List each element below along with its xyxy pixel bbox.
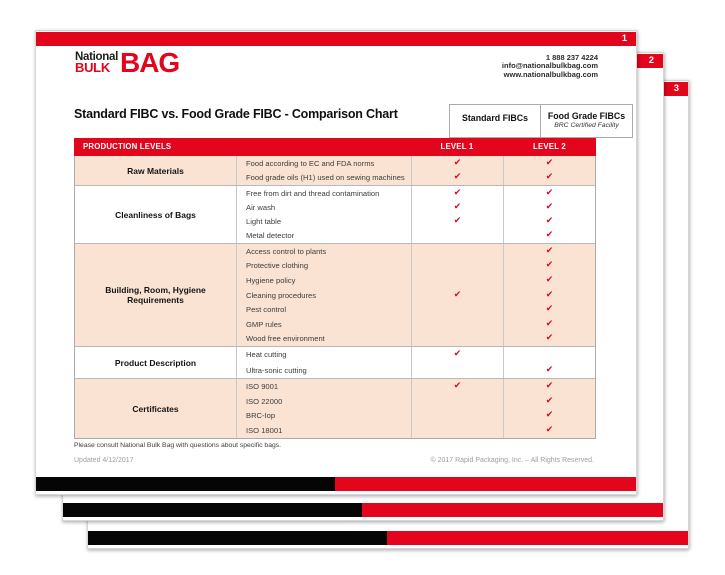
table-row bbox=[237, 288, 595, 303]
section-rows bbox=[237, 347, 595, 378]
row-label: ISO 18001 bbox=[237, 423, 412, 438]
column-title: Standard FIBCs bbox=[462, 113, 528, 123]
row-label: Air wash bbox=[237, 200, 412, 214]
logo-bulk: BULK bbox=[75, 60, 110, 75]
row-label: Cleaning procedures bbox=[237, 288, 412, 303]
level2-check-cell bbox=[504, 244, 595, 259]
row-label: Pest control bbox=[237, 302, 412, 317]
table-section bbox=[75, 156, 595, 185]
level1-check-cell bbox=[412, 186, 504, 200]
table-row bbox=[237, 409, 595, 424]
footer-bar-red bbox=[362, 503, 663, 517]
table-row bbox=[237, 171, 595, 186]
level1-check-cell bbox=[412, 379, 504, 394]
level1-check-cell bbox=[412, 331, 504, 346]
category-cell: Raw Materials bbox=[75, 156, 237, 185]
copyright-text: © 2017 Rapid Packaging, Inc. – All Rights Reserved. bbox=[430, 457, 594, 464]
checkmark-icon: ✔ bbox=[545, 245, 554, 256]
page-1-tab[interactable]: 1 bbox=[36, 32, 636, 46]
level1-check-cell bbox=[412, 288, 504, 303]
checkmark-icon: ✔ bbox=[453, 380, 462, 391]
row-label: Access control to plants bbox=[237, 244, 412, 259]
level1-header: LEVEL 1 bbox=[440, 142, 474, 151]
section-rows bbox=[237, 156, 595, 185]
row-label: Food according to EC and FDA norms bbox=[237, 156, 412, 171]
level1-check-cell bbox=[412, 409, 504, 424]
level2-check-cell bbox=[504, 200, 595, 214]
document-title: Standard FIBC vs. Food Grade FIBC - Comparison Chart bbox=[74, 107, 398, 121]
logo-national: National bbox=[75, 51, 118, 63]
table-row bbox=[237, 347, 595, 363]
level2-check-cell bbox=[504, 273, 595, 288]
level1-check-cell bbox=[412, 423, 504, 438]
level1-check-cell bbox=[412, 317, 504, 332]
checkmark-icon: ✔ bbox=[545, 333, 554, 344]
category-cell: Certificates bbox=[75, 379, 237, 438]
checkmark-icon: ✔ bbox=[453, 172, 462, 183]
checkmark-icon: ✔ bbox=[545, 172, 554, 183]
checkmark-icon: ✔ bbox=[545, 230, 554, 241]
level1-check-cell bbox=[412, 363, 504, 379]
checkmark-icon: ✔ bbox=[545, 380, 554, 391]
comparison-table bbox=[74, 156, 596, 439]
table-row bbox=[237, 200, 595, 214]
level1-check-cell bbox=[412, 244, 504, 259]
table-section bbox=[75, 378, 595, 438]
checkmark-icon: ✔ bbox=[545, 304, 554, 315]
page-1 bbox=[35, 30, 637, 495]
table-row bbox=[237, 331, 595, 346]
table-row bbox=[237, 215, 595, 229]
table-note: Please consult National Bulk Bag with questions about specific bags. bbox=[74, 442, 282, 449]
level2-check-cell bbox=[504, 331, 595, 346]
level2-check-cell bbox=[504, 423, 595, 438]
row-label: BRC-Iop bbox=[237, 409, 412, 424]
level2-check-cell bbox=[504, 171, 595, 186]
table-section bbox=[75, 185, 595, 243]
table-section bbox=[75, 243, 595, 346]
row-label: ISO 22000 bbox=[237, 394, 412, 409]
section-rows bbox=[237, 186, 595, 243]
table-row bbox=[237, 244, 595, 259]
table-row bbox=[237, 302, 595, 317]
level1-check-cell bbox=[412, 394, 504, 409]
level2-check-cell bbox=[504, 215, 595, 229]
checkmark-icon: ✔ bbox=[453, 201, 462, 212]
page-2-footer-bar bbox=[63, 503, 663, 517]
checkmark-icon: ✔ bbox=[545, 395, 554, 406]
logo-bag: BAG bbox=[119, 47, 180, 78]
checkmark-icon: ✔ bbox=[545, 260, 554, 271]
checkmark-icon: ✔ bbox=[545, 425, 554, 436]
table-section bbox=[75, 346, 595, 378]
checkmark-icon: ✔ bbox=[545, 289, 554, 300]
checkmark-icon: ✔ bbox=[453, 157, 462, 168]
page-3-footer-bar bbox=[88, 531, 688, 545]
level2-check-cell bbox=[504, 259, 595, 274]
page-3-tab[interactable]: 3 bbox=[88, 82, 688, 96]
level1-check-cell bbox=[412, 200, 504, 214]
level2-check-cell bbox=[504, 409, 595, 424]
level2-check-cell bbox=[504, 156, 595, 171]
footer-bar-black bbox=[63, 503, 362, 517]
page-1-footer-bar bbox=[36, 477, 636, 491]
column-header-standard bbox=[449, 104, 541, 138]
row-label: Wood free environment bbox=[237, 331, 412, 346]
table-row bbox=[237, 186, 595, 200]
checkmark-icon: ✔ bbox=[545, 216, 554, 227]
table-row bbox=[237, 394, 595, 409]
level1-check-cell bbox=[412, 347, 504, 363]
level2-check-cell bbox=[504, 317, 595, 332]
row-label: Ultra-sonic cutting bbox=[237, 363, 412, 379]
column-title: Food Grade FIBCs bbox=[547, 111, 626, 121]
checkmark-icon: ✔ bbox=[545, 318, 554, 329]
checkmark-icon: ✔ bbox=[545, 274, 554, 285]
row-label: Food grade oils (H1) used on sewing machines bbox=[237, 171, 412, 186]
level1-check-cell bbox=[412, 259, 504, 274]
checkmark-icon: ✔ bbox=[453, 187, 462, 198]
column-headers bbox=[449, 104, 633, 138]
row-label: GMP rules bbox=[237, 317, 412, 332]
level1-check-cell bbox=[412, 273, 504, 288]
table-row bbox=[237, 156, 595, 171]
table-row bbox=[237, 273, 595, 288]
row-label: Free from dirt and thread contamination bbox=[237, 186, 412, 200]
level2-check-cell bbox=[504, 394, 595, 409]
table-row bbox=[237, 259, 595, 274]
category-cell: Building, Room, Hygiene Requirements bbox=[75, 244, 237, 346]
brand-logo bbox=[75, 47, 180, 78]
level1-check-cell bbox=[412, 302, 504, 317]
row-label: Metal detector bbox=[237, 229, 412, 243]
category-cell: Product Description bbox=[75, 347, 237, 378]
category-cell: Cleanliness of Bags bbox=[75, 186, 237, 243]
footer-bar-black bbox=[88, 531, 387, 545]
level1-check-cell bbox=[412, 171, 504, 186]
table-row bbox=[237, 229, 595, 243]
row-label: Light table bbox=[237, 215, 412, 229]
level1-check-cell bbox=[412, 229, 504, 243]
checkmark-icon: ✔ bbox=[545, 157, 554, 168]
section-rows bbox=[237, 379, 595, 438]
column-header-foodgrade bbox=[540, 104, 633, 138]
contact-email[interactable]: info@nationalbulkbag.com bbox=[501, 61, 598, 71]
contact-phone[interactable]: 1 888 237 4224 bbox=[545, 53, 598, 62]
row-label: ISO 9001 bbox=[237, 379, 412, 394]
checkmark-icon: ✔ bbox=[545, 201, 554, 212]
contact-block bbox=[502, 54, 598, 79]
checkmark-icon: ✔ bbox=[453, 216, 462, 227]
level2-check-cell bbox=[504, 363, 595, 379]
production-levels-header bbox=[74, 138, 596, 156]
level1-check-cell bbox=[412, 215, 504, 229]
checkmark-icon: ✔ bbox=[453, 289, 462, 300]
updated-date: Updated 4/12/2017 bbox=[74, 457, 134, 464]
level2-check-cell bbox=[504, 229, 595, 243]
contact-website[interactable]: www.nationalbulkbag.com bbox=[503, 69, 598, 79]
page-2-tab[interactable]: 2 bbox=[63, 54, 663, 68]
production-levels-label: PRODUCTION LEVELS bbox=[83, 142, 172, 151]
level2-check-cell bbox=[504, 186, 595, 200]
section-rows bbox=[237, 244, 595, 346]
footer-bar-black bbox=[36, 477, 335, 491]
table-row bbox=[237, 363, 595, 379]
table-row bbox=[237, 317, 595, 332]
row-label: Protective clothing bbox=[237, 259, 412, 274]
level2-check-cell bbox=[504, 379, 595, 394]
level1-check-cell bbox=[412, 156, 504, 171]
table-row bbox=[237, 379, 595, 394]
row-label: Heat cutting bbox=[237, 347, 412, 363]
footer-bar-red bbox=[387, 531, 688, 545]
checkmark-icon: ✔ bbox=[545, 410, 554, 421]
column-subtitle: BRC Certified Facility bbox=[554, 122, 619, 129]
checkmark-icon: ✔ bbox=[545, 364, 554, 375]
row-label: Hygiene policy bbox=[237, 273, 412, 288]
footer-bar-red bbox=[335, 477, 636, 491]
level2-check-cell bbox=[504, 302, 595, 317]
level2-check-cell bbox=[504, 347, 595, 363]
table-row bbox=[237, 423, 595, 438]
level2-header: LEVEL 2 bbox=[533, 142, 566, 151]
checkmark-icon: ✔ bbox=[545, 187, 554, 198]
level2-check-cell bbox=[504, 288, 595, 303]
checkmark-icon: ✔ bbox=[453, 349, 462, 360]
